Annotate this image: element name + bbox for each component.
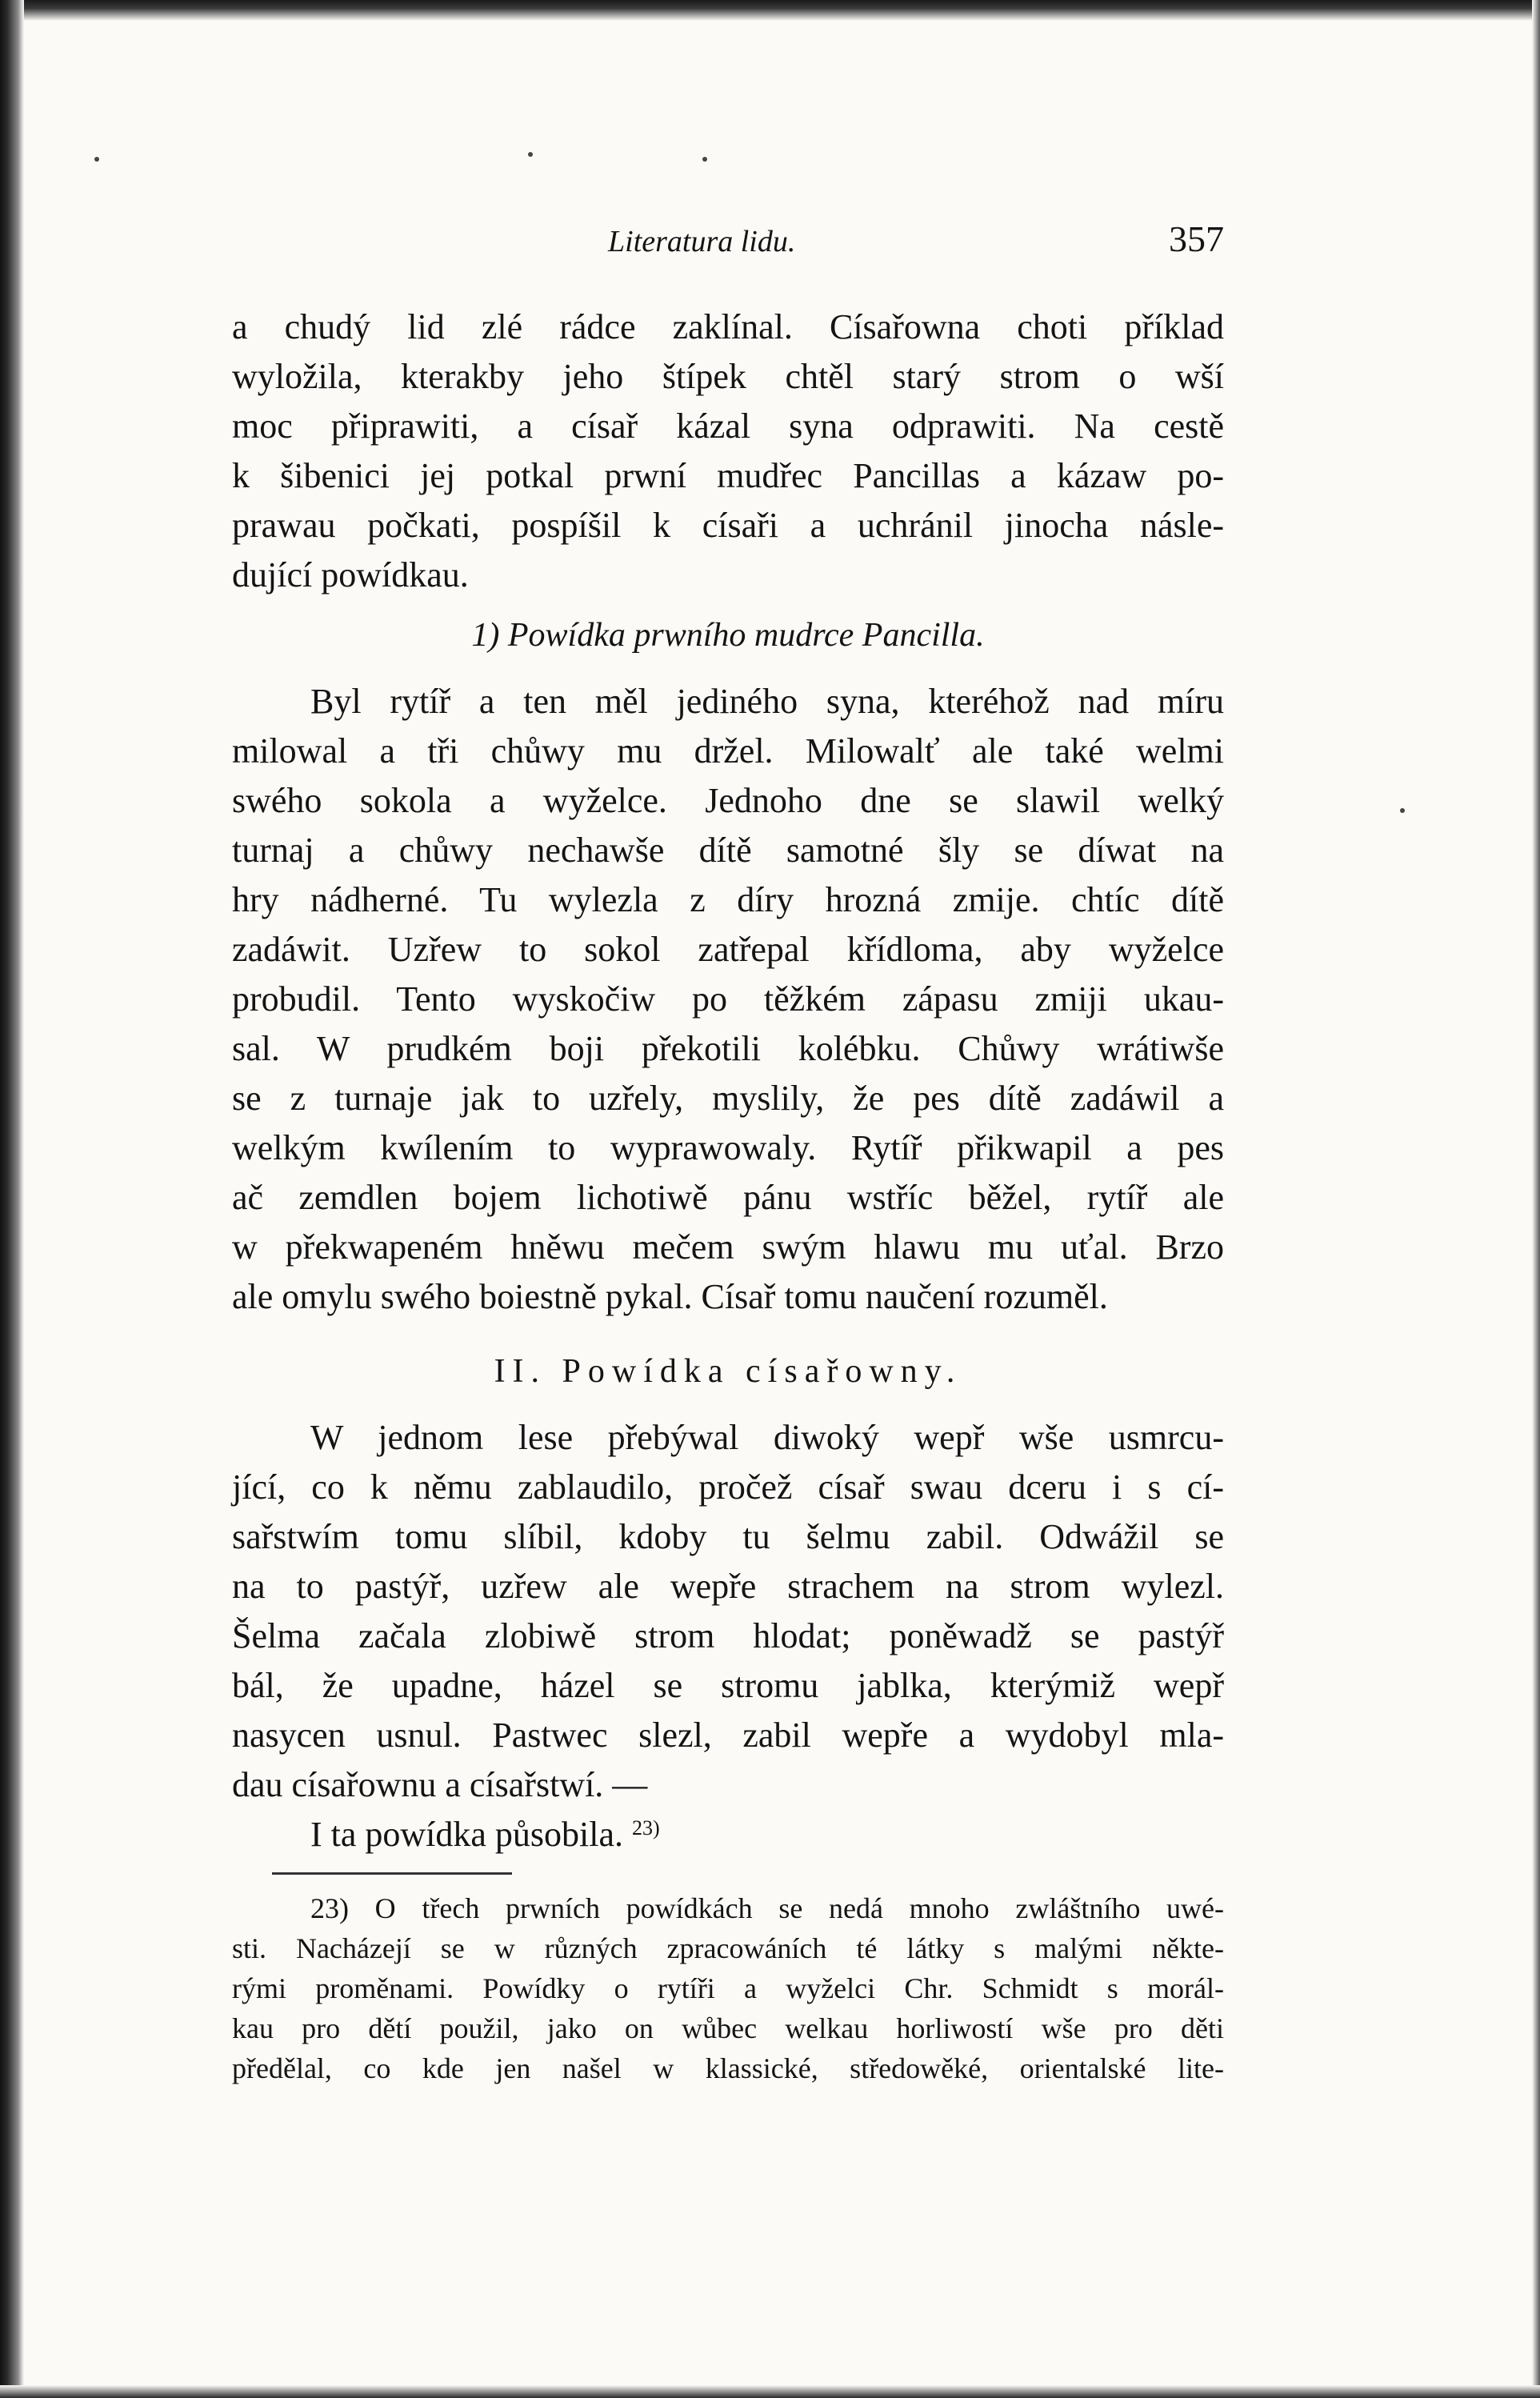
text-line: se z turnaje jak to uzřely, myslily, že pes dítě zadáwil a: [232, 1079, 1224, 1118]
opening-paragraph: [232, 302, 1224, 600]
text-line: na to pastýř, uzřew ale wepře strachem na strom wylezl.: [232, 1567, 1224, 1606]
footnote-line: předělal, co kde jen našel w klassické, středowěké, orientalské lite-: [232, 2052, 1224, 2084]
text-line: dau císařownu a císařstwí. —: [232, 1765, 648, 1804]
section-heading-1: 1) Powídka prwního mudrce Pancilla.: [471, 617, 985, 654]
text-line: sal. W prudkém boji překotili kolébku. Chůwy wrátiwše: [232, 1029, 1224, 1068]
text-line: bál, že upadne, házel se stromu jablka, kterýmiž wepř: [232, 1666, 1224, 1705]
text-line: ale omylu swého boiestně pykal. Císař tomu naučení rozuměl.: [232, 1277, 1108, 1316]
running-head: Literatura lidu.: [608, 225, 796, 258]
text-line: w překwapeném hněwu mečem swým hlawu mu uťal. Brzo: [232, 1227, 1224, 1267]
text-line: nasycen usnul. Pastwec slezl, zabil wepře a wydobyl mla-: [232, 1715, 1224, 1755]
text-line: k šibenici jej potkal prwní mudřec Pancillas a kázaw po-: [232, 456, 1224, 495]
text-line: moc připrawiti, a císař kázal syna odprawiti. Na cestě: [232, 406, 1224, 446]
print-speck: [1400, 808, 1405, 813]
text-line: sařstwím tomu slíbil, kdoby tu šelmu zabil. Odwážil se: [232, 1517, 1224, 1556]
footnote-line: kau pro dětí použil, jako on wůbec welkau horliwostí wše pro děti: [232, 2012, 1224, 2044]
closing-line-text: I ta powídka působila.: [310, 1815, 624, 1854]
text-line: swého sokola a wyželce. Jednoho dne se slawil welký: [232, 781, 1224, 820]
footnote-line: rými proměnami. Powídky o rytíři a wyželci Chr. Schmidt s morál-: [232, 1972, 1224, 2004]
text-line: jící, co k němu zablaudilo, pročež císař swau dceru i s cí-: [232, 1467, 1224, 1507]
footnote-reference: 23): [632, 1816, 660, 1840]
scan-edge-bottom: [0, 2385, 1540, 2398]
print-speck: [528, 152, 533, 157]
footnote-line: 23) O třech prwních powídkách se nedá mnoho zwláštního uwé-: [310, 1892, 1224, 1924]
text-line: prawau počkati, pospíšil k císaři a uchránil jinocha násle-: [232, 506, 1224, 545]
text-line: wyložila, kterakby jeho štípek chtěl starý strom o wší: [232, 357, 1224, 396]
scan-edge-top: [0, 0, 1540, 21]
section1-paragraph: [232, 677, 1224, 1322]
page-number: 357: [1169, 218, 1224, 259]
scan-edge-left: [0, 0, 24, 2398]
text-line: dující powídkau.: [232, 555, 469, 594]
text-line: W jednom lese přebýwal diwoký wepř wše usmrcu-: [310, 1418, 1224, 1457]
text-line: turnaj a chůwy nechawše dítě samotné šly se díwat na: [232, 831, 1224, 870]
section-heading-2: II. Powídka císařowny.: [494, 1353, 962, 1390]
text-line: Byl rytíř a ten měl jediného syna, kteréhož nad míru: [310, 682, 1224, 721]
footnote-line: sti. Nacházejí se w různých zpracowáních té látky s malými někte-: [232, 1932, 1224, 1964]
text-line: hry nádherné. Tu wylezla z díry hrozná zmije. chtíc dítě: [232, 880, 1224, 919]
text-line: probudil. Tento wyskočiw po těžkém zápasu zmiji ukau-: [232, 979, 1224, 1019]
print-speck: [702, 157, 707, 162]
text-line: zadáwit. Uzřew to sokol zatřepal křídloma, aby wyželce: [232, 930, 1224, 969]
text-line: ač zemdlen bojem lichotiwě pánu wstříc běžel, rytíř ale: [232, 1178, 1224, 1217]
footnote-block: [232, 1888, 1224, 2088]
text-line: a chudý lid zlé rádce zaklínal. Císařowna choti příklad: [232, 307, 1224, 346]
scan-edge-right: [1532, 0, 1540, 2398]
text-line: welkým kwílením to wyprawowaly. Rytíř přikwapil a pes: [232, 1128, 1224, 1167]
closing-line: [232, 1810, 1224, 1860]
page-header: [232, 218, 1224, 266]
text-line: milowal a tři chůwy mu držel. Milowalť ale také welmi: [232, 731, 1224, 771]
text-line: Šelma začala zlobiwě strom hlodat; poněwadž se pastýř: [232, 1616, 1224, 1655]
footnote-divider: [272, 1872, 512, 1875]
print-speck: [94, 157, 99, 162]
section2-paragraph: [232, 1413, 1224, 1860]
